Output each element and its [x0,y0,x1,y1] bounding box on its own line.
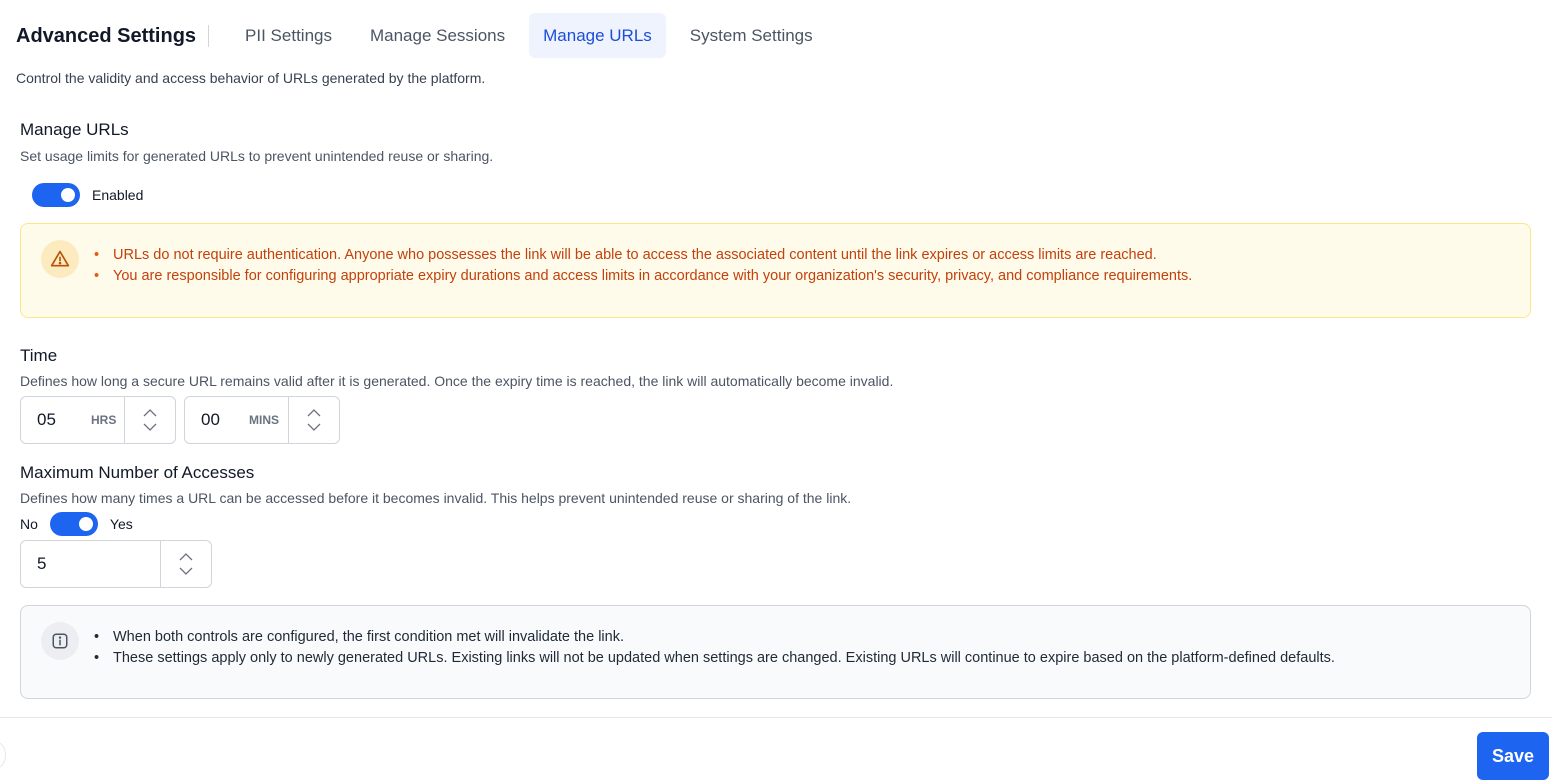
toggle-knob [61,188,75,202]
header-bar [0,13,1552,58]
collapse-handle[interactable] [0,742,6,768]
warning-banner [20,223,1531,318]
max-accesses-description: Defines how many times a URL can be accessed before it becomes invalid. This helps prevent unintended reuse or sharing of the link. [20,490,852,506]
hours-unit: HRS [91,413,117,427]
chevron-down-icon[interactable] [179,566,193,576]
manage-urls-description: Set usage limits for generated URLs to prevent unintended reuse or sharing. [20,148,494,164]
tab-manage-urls[interactable]: Manage URLs [529,13,666,58]
warning-triangle-icon [41,240,79,278]
toggle-no-label: No [20,516,38,532]
page-description: Control the validity and access behavior of URLs generated by the platform. [16,70,486,86]
footer-divider [0,717,1552,718]
minutes-stepper[interactable] [184,396,340,444]
info-item: • When both controls are configured, the first condition met will invalidate the link. [113,627,1335,648]
info-icon [41,622,79,660]
info-item: • These settings apply only to newly generated URLs. Existing links will not be updated when settings are changed. Existing URLs will continue to expire based on the platform-defined defaults. [113,648,1335,669]
max-accesses-toggle[interactable] [50,512,98,536]
toggle-yes-label: Yes [109,516,133,532]
max-accesses-title: Maximum Number of Accesses [20,463,255,482]
page-title: Advanced Settings [16,25,209,47]
manage-urls-toggle-label: Enabled [92,187,144,203]
chevron-down-icon[interactable] [143,422,157,432]
chevron-down-icon[interactable] [307,422,321,432]
tab-manage-sessions[interactable]: Manage Sessions [369,25,506,45]
manage-urls-title: Manage URLs [20,120,129,139]
warning-item: • URLs do not require authentication. Anyone who possesses the link will be able to access the associated content until the link expires or access limits are reached. [113,245,1192,266]
minutes-arrows [288,397,339,443]
toggle-knob [79,517,93,531]
hours-stepper[interactable] [20,396,176,444]
tab-bar [231,13,827,58]
minutes-value[interactable]: 00 [201,410,220,429]
hours-value[interactable]: 05 [37,410,56,429]
warning-item: • You are responsible for configuring appropriate expiry durations and access limits in accordance with your organization's security, privacy, and compliance requirements. [113,266,1192,287]
chevron-up-icon[interactable] [307,408,321,418]
info-list [113,627,1335,669]
save-button[interactable]: Save [1477,732,1549,780]
hours-arrows [124,397,175,443]
tab-system-settings[interactable]: System Settings [689,25,813,45]
warning-list [113,245,1192,287]
manage-urls-toggle[interactable] [32,183,80,207]
max-accesses-value[interactable]: 5 [37,554,47,573]
chevron-up-icon[interactable] [179,552,193,562]
chevron-up-icon[interactable] [143,408,157,418]
info-banner [20,605,1531,699]
time-title: Time [20,346,58,365]
minutes-unit: MINS [249,413,279,427]
max-accesses-stepper[interactable] [20,540,212,588]
time-description: Defines how long a secure URL remains valid after it is generated. Once the expiry time is reached, the link will automatically become invalid. [20,373,894,389]
tab-pii-settings[interactable]: PII Settings [245,25,332,45]
manage-urls-toggle-row [32,183,143,207]
max-accesses-arrows [160,541,211,587]
max-accesses-toggle-row [20,512,133,536]
